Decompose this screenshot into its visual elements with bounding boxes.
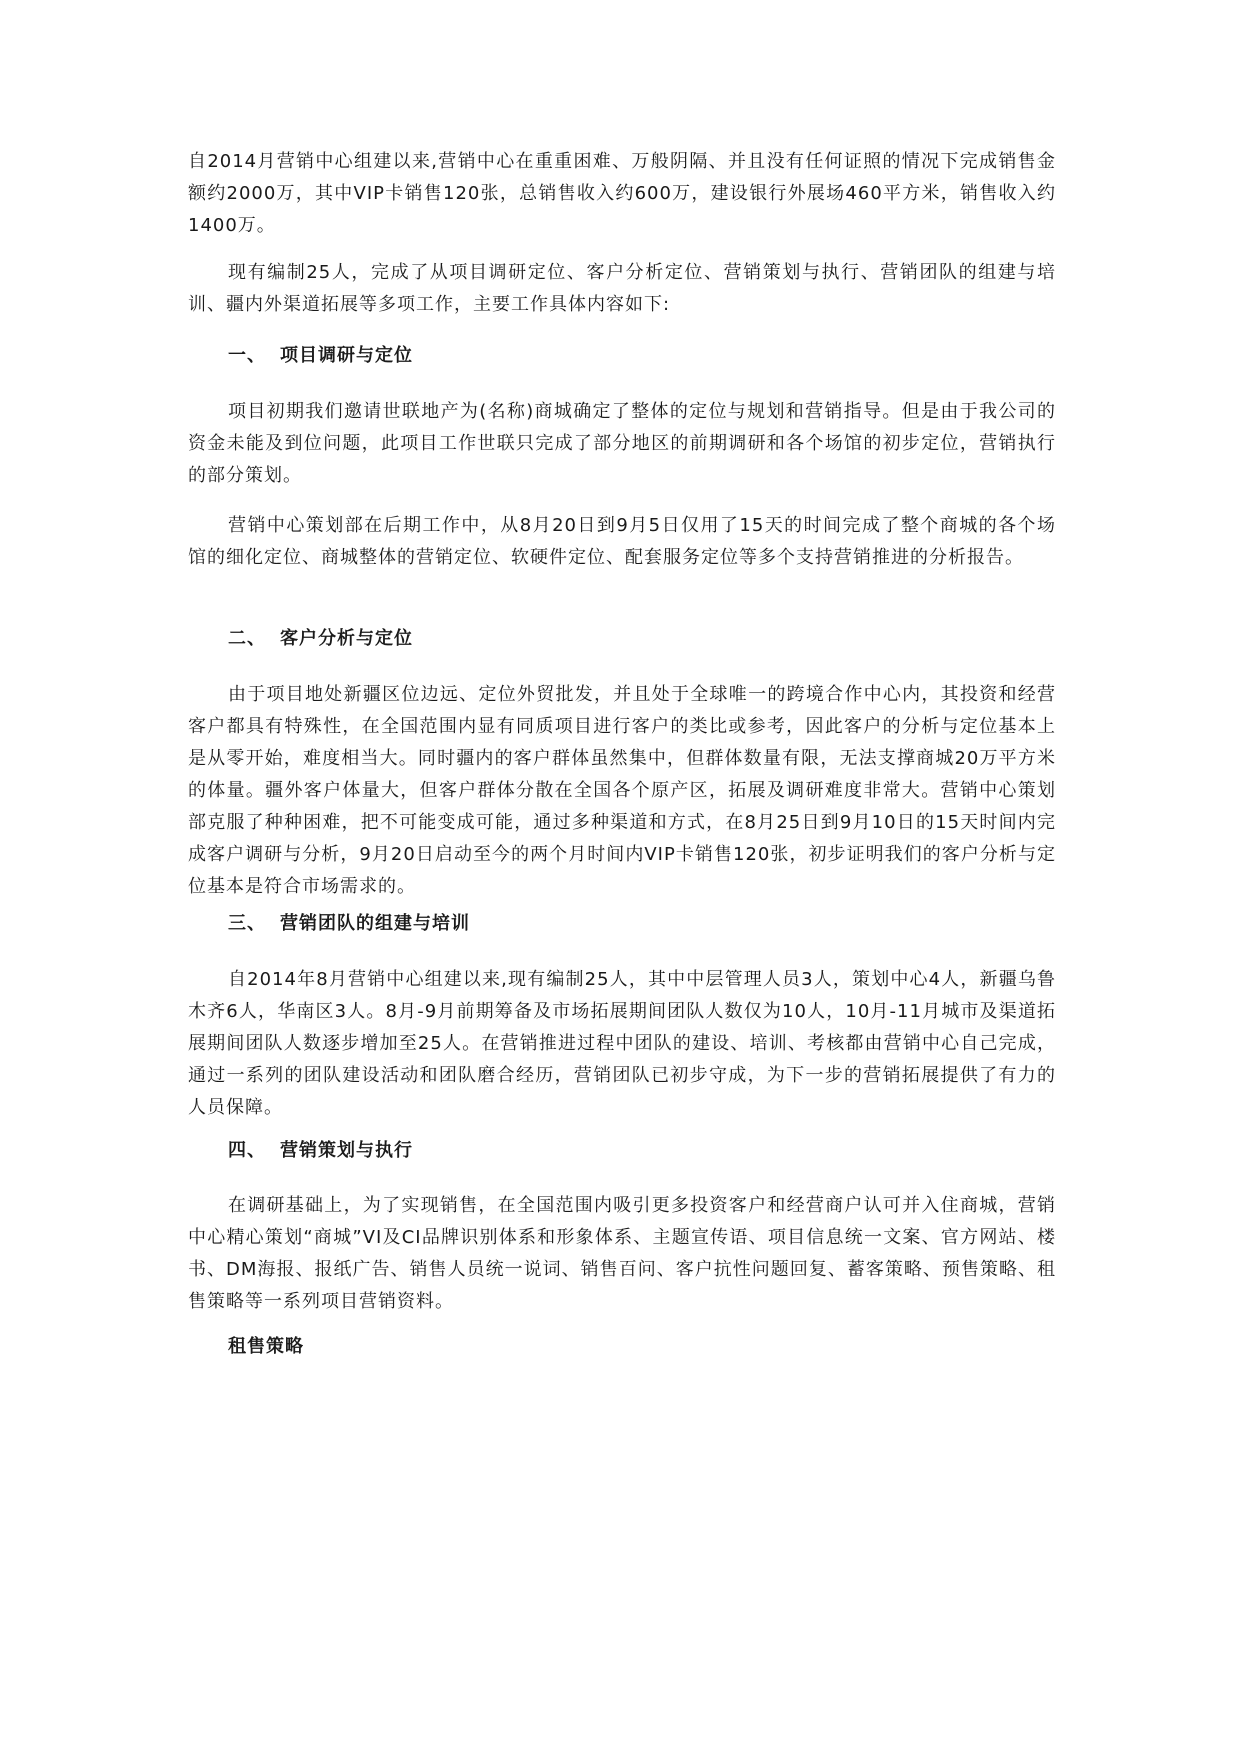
section-number: 三、	[228, 913, 266, 934]
section-number: 四、	[228, 1140, 266, 1161]
section-title: 营销团队的组建与培训	[280, 913, 470, 934]
section-number: 一、	[228, 345, 266, 366]
section-title: 客户分析与定位	[280, 628, 413, 649]
section-heading-research	[228, 340, 413, 372]
paragraph-research-later: 营销中心策划部在后期工作中，从8月20日到9月5日仅用了15天的时间完成了整个商城的各个场馆的细化定位、商城整体的营销定位、软硬件定位、配套服务定位等多个支持营销推进的分析报告。	[188, 515, 1056, 568]
subheading-leasing-strategy: 租售策略	[228, 1336, 304, 1357]
section-heading-marketing	[228, 1135, 413, 1167]
document-page	[188, 0, 1056, 1754]
section-title: 项目调研与定位	[280, 345, 413, 366]
paragraph-team-overview: 现有编制25人，完成了从项目调研定位、客户分析定位、营销策划与执行、营销团队的组建与培训、疆内外渠道拓展等多项工作，主要工作具体内容如下:	[188, 262, 1056, 315]
paragraph-research-initial: 项目初期我们邀请世联地产为(名称)商城确定了整体的定位与规划和营销指导。但是由于我公司的资金未能及到位问题，此项目工作世联只完成了部分地区的前期调研和各个场馆的初步定位，营销执行的部分策划。	[188, 401, 1056, 486]
section-title: 营销策划与执行	[280, 1140, 413, 1161]
paragraph-marketing-plan: 在调研基础上，为了实现销售，在全国范围内吸引更多投资客户和经营商户认可并入住商城，营销中心精心策划“商城”VI及CI品牌识别体系和形象体系、主题宣传语、项目信息统一文案、官方网站、楼书、DM海报、报纸广告、销售人员统一说词、销售百问、客户抗性问题回复、蓄客策略、预售策略、租售策略等一系列项目营销资料。	[188, 1195, 1056, 1312]
section-heading-team	[228, 908, 470, 940]
paragraph-team-building: 自2014年8月营销中心组建以来,现有编制25人，其中中层管理人员3人，策划中心4人，新疆乌鲁木齐6人，华南区3人。8月-9月前期筹备及市场拓展期间团队人数仅为10人，10月-11月城市及渠道拓展期间团队人数逐步增加至25人。在营销推进过程中团队的建设、培训、考核都由营销中心自己完成，通过一系列的团队建设活动和团队磨合经历，营销团队已初步守成，为下一步的营销拓展提供了有力的人员保障。	[188, 969, 1056, 1118]
section-number: 二、	[228, 628, 266, 649]
paragraph-sales-summary: 自2014月营销中心组建以来,营销中心在重重困难、万般阴隔、并且没有任何证照的情况下完成销售金额约2000万，其中VIP卡销售120张，总销售收入约600万，建设银行外展场460平方米，销售收入约1400万。	[188, 151, 1056, 236]
section-heading-customer	[228, 623, 413, 655]
paragraph-customer-analysis: 由于项目地处新疆区位边远、定位外贸批发，并且处于全球唯一的跨境合作中心内，其投资和经营客户都具有特殊性，在全国范围内显有同质项目进行客户的类比或参考，因此客户的分析与定位基本上是从零开始，难度相当大。同时疆内的客户群体虽然集中，但群体数量有限，无法支撑商城20万平方米的体量。疆外客户体量大，但客户群体分散在全国各个原产区，拓展及调研难度非常大。营销中心策划部克服了种种困难，把不可能变成可能，通过多种渠道和方式，在8月25日到9月10日的15天时间内完成客户调研与分析，9月20日启动至今的两个月时间内VIP卡销售120张，初步证明我们的客户分析与定位基本是符合市场需求的。	[188, 684, 1056, 897]
